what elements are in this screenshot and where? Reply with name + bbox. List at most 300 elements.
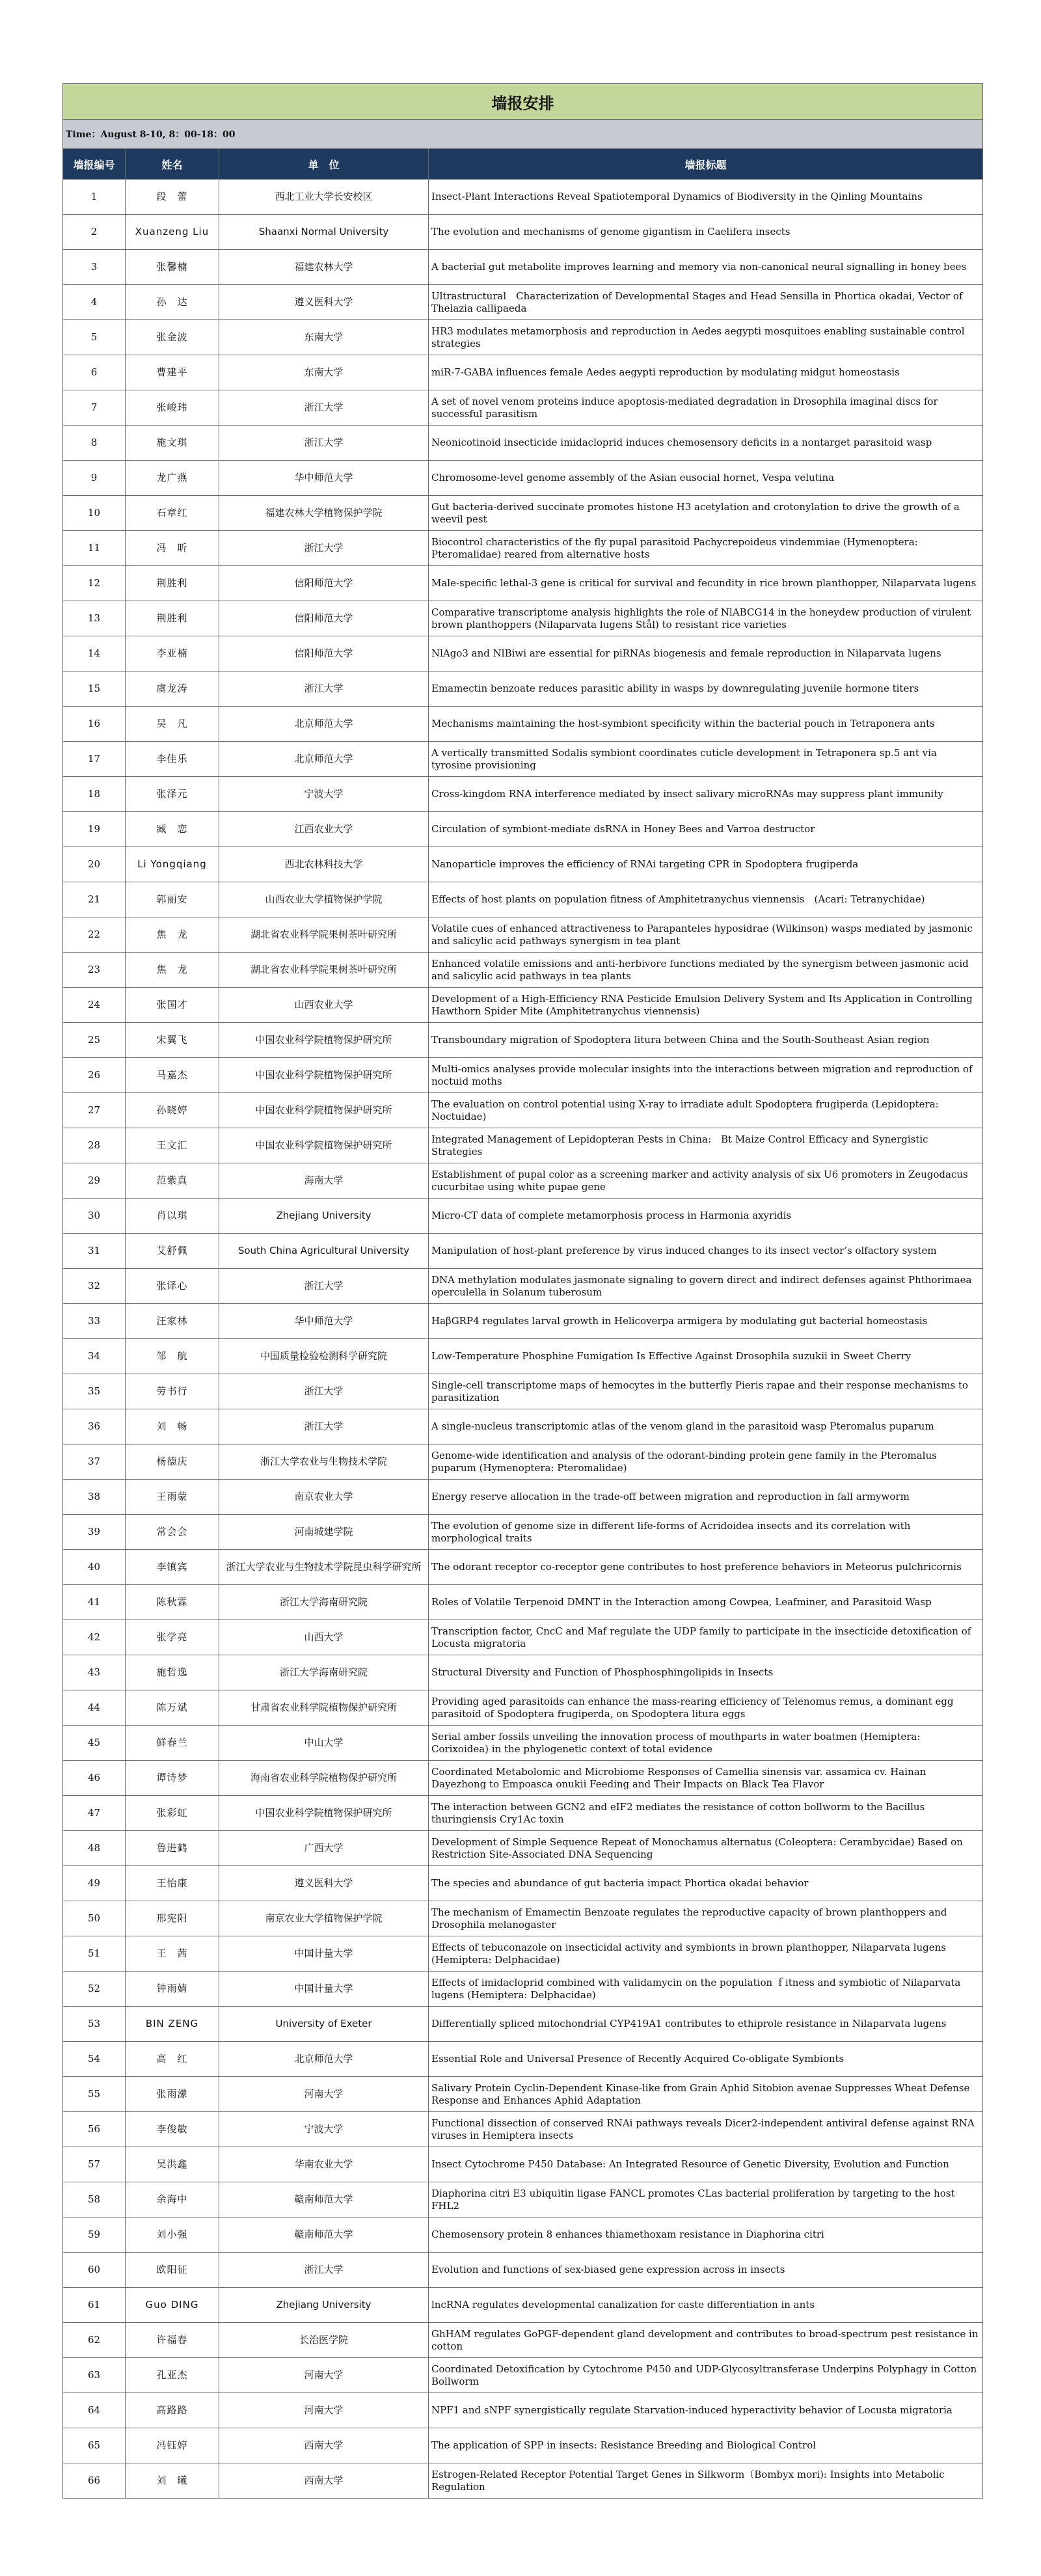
affiliation: 华南农业大学 (219, 2147, 429, 2182)
presenter-name: 施文琪 (126, 426, 219, 461)
poster-number: 41 (63, 1585, 126, 1620)
affiliation: 浙江大学 (219, 1269, 429, 1304)
poster-title: HaβGRP4 regulates larval growth in Helicoverpa armigera by modulating gut bacterial homeostasis (429, 1304, 983, 1339)
affiliation: 福建农林大学 (219, 250, 429, 285)
poster-number: 11 (63, 531, 126, 566)
presenter-name: 王怡康 (126, 1866, 219, 1901)
affiliation: 赣南师范大学 (219, 2182, 429, 2217)
poster-number: 10 (63, 496, 126, 531)
table-row (63, 1620, 983, 1655)
table-row (63, 2147, 983, 2182)
presenter-name: 鲜春兰 (126, 1726, 219, 1761)
poster-number: 47 (63, 1796, 126, 1831)
table-row (63, 2463, 983, 2499)
presenter-name: 李佳乐 (126, 742, 219, 777)
poster-title: Manipulation of host-plant preference by virus induced changes to its insect vector’s olfactory system (429, 1234, 983, 1269)
table-row (63, 250, 983, 285)
poster-number: 39 (63, 1515, 126, 1550)
poster-number: 15 (63, 671, 126, 707)
presenter-name: 刘 曦 (126, 2463, 219, 2499)
affiliation: 河南大学 (219, 2358, 429, 2393)
affiliation: 浙江大学 (219, 1409, 429, 1444)
presenter-name: 李亚楠 (126, 636, 219, 671)
poster-number: 25 (63, 1023, 126, 1058)
table-row (63, 2358, 983, 2393)
poster-title: Development of Simple Sequence Repeat of Monochamus alternatus (Coleoptera: Cerambycidae) Based on Restriction Site-Associated DNA Sequencing (429, 1831, 983, 1866)
poster-title: Single-cell transcriptome maps of hemocytes in the butterfly Pieris rapae and their response mechanisms to parasitization (429, 1374, 983, 1409)
poster-title: Evolution and functions of sex-biased gene expression across in insects (429, 2253, 983, 2288)
affiliation: 河南城建学院 (219, 1515, 429, 1550)
poster-number: 31 (63, 1234, 126, 1269)
poster-title: Comparative transcriptome analysis highlights the role of NlABCG14 in the honeydew production of virulent brown planthoppers (Nilaparvata lugens Stål) to resistant rice varieties (429, 601, 983, 636)
table-row (63, 285, 983, 320)
table-row (63, 2042, 983, 2077)
poster-number: 53 (63, 2007, 126, 2042)
table-row (63, 917, 983, 953)
presenter-name: 冯 昕 (126, 531, 219, 566)
poster-title: Integrated Management of Lepidopteran Pests in China: Bt Maize Control Efficacy and Synergistic Strategies (429, 1128, 983, 1163)
presenter-name: 钟雨婧 (126, 1972, 219, 2007)
affiliation: Zhejiang University (219, 1199, 429, 1234)
poster-number: 66 (63, 2463, 126, 2499)
affiliation: 江西农业大学 (219, 812, 429, 847)
presenter-name: 孔亚杰 (126, 2358, 219, 2393)
poster-number: 13 (63, 601, 126, 636)
poster-title: Development of a High-Efficiency RNA Pesticide Emulsion Delivery System and Its Application in Controlling Hawthorn Spider Mite (Amphitetranychus viennensis) (429, 988, 983, 1023)
poster-number: 18 (63, 777, 126, 812)
affiliation: 河南大学 (219, 2077, 429, 2112)
poster-number: 24 (63, 988, 126, 1023)
poster-number: 45 (63, 1726, 126, 1761)
presenter-name: 段 蕾 (126, 180, 219, 215)
affiliation: 西北工业大学长安校区 (219, 180, 429, 215)
affiliation: South China Agricultural University (219, 1234, 429, 1269)
presenter-name: 常会会 (126, 1515, 219, 1550)
poster-title: Diaphorina citri E3 ubiquitin ligase FANCL promotes CLas bacterial proliferation by targeting to the host FHL2 (429, 2182, 983, 2217)
poster-title: Nanoparticle improves the efficiency of RNAi targeting CPR in Spodoptera frugiperda (429, 847, 983, 882)
presenter-name: 李镇宾 (126, 1550, 219, 1585)
presenter-name: Li Yongqiang (126, 847, 219, 882)
affiliation: 浙江大学农业与生物技术学院昆虫科学研究所 (219, 1550, 429, 1585)
poster-schedule-sheet (62, 83, 982, 2499)
poster-title: A vertically transmitted Sodalis symbiont coordinates cuticle development in Tetraponera sp.5 ant via tyrosine provisioning (429, 742, 983, 777)
poster-number: 20 (63, 847, 126, 882)
affiliation: 华中师范大学 (219, 1304, 429, 1339)
poster-number: 48 (63, 1831, 126, 1866)
table-row (63, 2077, 983, 2112)
poster-number: 54 (63, 2042, 126, 2077)
presenter-name: 虞龙涛 (126, 671, 219, 707)
presenter-name: 邹 航 (126, 1339, 219, 1374)
poster-title: The odorant receptor co-receptor gene contributes to host preference behaviors in Meteorus pulchricornis (429, 1550, 983, 1585)
table-row (63, 777, 983, 812)
table-row (63, 461, 983, 496)
poster-number: 56 (63, 2112, 126, 2147)
header-name: 姓名 (126, 149, 219, 180)
affiliation: 东南大学 (219, 355, 429, 390)
poster-number: 19 (63, 812, 126, 847)
affiliation: 中国计量大学 (219, 1972, 429, 2007)
presenter-name: 汪家林 (126, 1304, 219, 1339)
presenter-name: 艾舒佩 (126, 1234, 219, 1269)
poster-title: Estrogen-Related Receptor Potential Target Genes in Silkworm（Bombyx mori): Insights into Metabolic Regulation (429, 2463, 983, 2499)
poster-number: 28 (63, 1128, 126, 1163)
poster-number: 60 (63, 2253, 126, 2288)
affiliation: 中国农业科学院植物保护研究所 (219, 1128, 429, 1163)
affiliation: 湖北省农业科学院果树茶叶研究所 (219, 953, 429, 988)
presenter-name: 孙 达 (126, 285, 219, 320)
affiliation: 信阳师范大学 (219, 601, 429, 636)
presenter-name: 龙广燕 (126, 461, 219, 496)
poster-number: 49 (63, 1866, 126, 1901)
poster-number: 57 (63, 2147, 126, 2182)
affiliation: 浙江大学 (219, 426, 429, 461)
affiliation: 信阳师范大学 (219, 636, 429, 671)
table-row (63, 671, 983, 707)
table-row (63, 1585, 983, 1620)
table-row (63, 566, 983, 601)
affiliation: 山西农业大学 (219, 988, 429, 1023)
table-row (63, 1972, 983, 2007)
poster-number: 51 (63, 1936, 126, 1972)
table-row (63, 531, 983, 566)
table-row (63, 1058, 983, 1093)
table-row (63, 1444, 983, 1480)
poster-title: Serial amber fossils unveiling the innovation process of mouthparts in water boatmen (Hemiptera: Corixoidea) in the phylogenetic context of total evidence (429, 1726, 983, 1761)
poster-number: 34 (63, 1339, 126, 1374)
presenter-name: 张彩虹 (126, 1796, 219, 1831)
table-row (63, 1831, 983, 1866)
poster-number: 36 (63, 1409, 126, 1444)
poster-title: Cross-kingdom RNA interference mediated by insect salivary microRNAs may suppress plant immunity (429, 777, 983, 812)
table-row (63, 1374, 983, 1409)
poster-number: 52 (63, 1972, 126, 2007)
poster-title: Energy reserve allocation in the trade-off between migration and reproduction in fall armyworm (429, 1480, 983, 1515)
presenter-name: 吴 凡 (126, 707, 219, 742)
presenter-name: 王文汇 (126, 1128, 219, 1163)
affiliation: 赣南师范大学 (219, 2217, 429, 2253)
poster-number: 42 (63, 1620, 126, 1655)
affiliation: University of Exeter (219, 2007, 429, 2042)
table-row (63, 215, 983, 250)
affiliation: 山西大学 (219, 1620, 429, 1655)
affiliation: 北京师范大学 (219, 742, 429, 777)
affiliation: 东南大学 (219, 320, 429, 355)
poster-number: 59 (63, 2217, 126, 2253)
presenter-name: 邢宪阳 (126, 1901, 219, 1936)
table-row (63, 882, 983, 917)
poster-title: Genome-wide identification and analysis of the odorant-binding protein gene family in the Pteromalus puparum (Hymenoptera: Pteromalidae) (429, 1444, 983, 1480)
presenter-name: 张泽元 (126, 777, 219, 812)
affiliation: 河南大学 (219, 2393, 429, 2428)
header-unit: 单 位 (219, 149, 429, 180)
table-row (63, 180, 983, 215)
presenter-name: BIN ZENG (126, 2007, 219, 2042)
table-row (63, 1761, 983, 1796)
poster-title: Micro-CT data of complete metamorphosis process in Harmonia axyridis (429, 1199, 983, 1234)
presenter-name: 宋翼飞 (126, 1023, 219, 1058)
poster-number: 61 (63, 2288, 126, 2323)
affiliation: 浙江大学海南研究院 (219, 1585, 429, 1620)
poster-number: 58 (63, 2182, 126, 2217)
presenter-name: 吴洪鑫 (126, 2147, 219, 2182)
presenter-name: 焦 龙 (126, 953, 219, 988)
poster-title: Chromosome-level genome assembly of the Asian eusocial hornet, Vespa velutina (429, 461, 983, 496)
table-row (63, 390, 983, 426)
presenter-name: 鲁进鹤 (126, 1831, 219, 1866)
poster-title: Essential Role and Universal Presence of Recently Acquired Co-obligate Symbionts (429, 2042, 983, 2077)
poster-number: 63 (63, 2358, 126, 2393)
table-row (63, 1409, 983, 1444)
table-row (63, 1866, 983, 1901)
poster-title: Insect-Plant Interactions Reveal Spatiotemporal Dynamics of Biodiversity in the Qinling Mountains (429, 180, 983, 215)
poster-title: Salivary Protein Cyclin-Dependent Kinase-like from Grain Aphid Sitobion avenae Suppresses Wheat Defense Response and Enhances Aphid Adaptation (429, 2077, 983, 2112)
presenter-name: 李俊敏 (126, 2112, 219, 2147)
poster-number: 27 (63, 1093, 126, 1128)
presenter-name: 劳书行 (126, 1374, 219, 1409)
poster-number: 37 (63, 1444, 126, 1480)
presenter-name: 曹建平 (126, 355, 219, 390)
poster-title: Coordinated Detoxification by Cytochrome P450 and UDP-Glycosyltransferase Underpins Polyphagy in Cotton Bollworm (429, 2358, 983, 2393)
table-row (63, 1796, 983, 1831)
poster-title: Enhanced volatile emissions and anti-herbivore functions mediated by the synergism between jasmonic acid and salicylic acid pathways in tea plants (429, 953, 983, 988)
presenter-name: 张雨濛 (126, 2077, 219, 2112)
poster-number: 30 (63, 1199, 126, 1234)
affiliation: 中国农业科学院植物保护研究所 (219, 1796, 429, 1831)
poster-title: DNA methylation modulates jasmonate signaling to govern direct and indirect defenses against Phthorimaea operculella in Solanum tuberosum (429, 1269, 983, 1304)
affiliation: 南京农业大学 (219, 1480, 429, 1515)
table-row (63, 2393, 983, 2428)
poster-title: HR3 modulates metamorphosis and reproduction in Aedes aegypti mosquitoes enabling sustainable control strategies (429, 320, 983, 355)
table-row (63, 2428, 983, 2463)
table-row (63, 496, 983, 531)
affiliation: 信阳师范大学 (219, 566, 429, 601)
poster-title: The evolution of genome size in different life-forms of Acridoidea insects and its correlation with morphological traits (429, 1515, 983, 1550)
presenter-name: 范紫真 (126, 1163, 219, 1199)
table-row (63, 1515, 983, 1550)
poster-title: Transcription factor, CncC and Maf regulate the UDP family to participate in the insecticide detoxification of Locusta migratoria (429, 1620, 983, 1655)
poster-title: Chemosensory protein 8 enhances thiamethoxam resistance in Diaphorina citri (429, 2217, 983, 2253)
poster-title: Male-specific lethal-3 gene is critical for survival and fecundity in rice brown planthopper, Nilaparvata lugens (429, 566, 983, 601)
affiliation: 中国农业科学院植物保护研究所 (219, 1023, 429, 1058)
table-row (63, 1936, 983, 1972)
poster-title: Establishment of pupal color as a screening marker and activity analysis of six U6 promoters in Zeugodacus cucurbitae using white pupae gene (429, 1163, 983, 1199)
presenter-name: 荆胜利 (126, 601, 219, 636)
poster-title: The evaluation on control potential using X-ray to irradiate adult Spodoptera frugiperda (Lepidoptera: Noctuidae) (429, 1093, 983, 1128)
poster-title: Transboundary migration of Spodoptera litura between China and the South-Southeast Asian region (429, 1023, 983, 1058)
affiliation: 浙江大学海南研究院 (219, 1655, 429, 1690)
table-row (63, 2217, 983, 2253)
presenter-name: 石章红 (126, 496, 219, 531)
affiliation: 华中师范大学 (219, 461, 429, 496)
presenter-name: 马嘉杰 (126, 1058, 219, 1093)
presenter-name: 施哲逸 (126, 1655, 219, 1690)
table-row (63, 1093, 983, 1128)
poster-title: Volatile cues of enhanced attractiveness to Parapanteles hyposidrae (Wilkinson) wasps mediated by jasmonic and salicylic acid pathways synergism in tea plant (429, 917, 983, 953)
presenter-name: 许福春 (126, 2323, 219, 2358)
table-row (63, 847, 983, 882)
presenter-name: Guo DING (126, 2288, 219, 2323)
table-row (63, 636, 983, 671)
affiliation: 浙江大学 (219, 671, 429, 707)
affiliation: 中山大学 (219, 1726, 429, 1761)
poster-title: Structural Diversity and Function of Phosphosphingolipids in Insects (429, 1655, 983, 1690)
affiliation: 福建农林大学植物保护学院 (219, 496, 429, 531)
table-row (63, 2288, 983, 2323)
table-row (63, 1128, 983, 1163)
poster-title: Coordinated Metabolomic and Microbiome Responses of Camellia sinensis var. assamica cv. Hainan Dayezhong to Empoasca onukii Feeding and Their Impacts on Black Tea Flavor (429, 1761, 983, 1796)
poster-title: Differentially spliced mitochondrial CYP419A1 contributes to ethiprole resistance in Nilaparvata lugens (429, 2007, 983, 2042)
table-row (63, 320, 983, 355)
affiliation: 西北农林科技大学 (219, 847, 429, 882)
presenter-name: 张译心 (126, 1269, 219, 1304)
table-row (63, 1304, 983, 1339)
poster-title: Multi-omics analyses provide molecular insights into the interactions between migration and reproduction of noctuid moths (429, 1058, 983, 1093)
poster-title: miR-7-GABA influences female Aedes aegypti reproduction by modulating midgut homeostasis (429, 355, 983, 390)
table-row (63, 1901, 983, 1936)
table-row (63, 1690, 983, 1726)
table-row (63, 2007, 983, 2042)
poster-number: 6 (63, 355, 126, 390)
affiliation: 中国农业科学院植物保护研究所 (219, 1058, 429, 1093)
affiliation: 浙江大学 (219, 1374, 429, 1409)
poster-number: 64 (63, 2393, 126, 2428)
table-row (63, 953, 983, 988)
table-row (63, 1550, 983, 1585)
poster-title: Effects of tebuconazole on insecticidal activity and symbionts in brown planthopper, Nilaparvata lugens (Hemiptera: Delphacidae) (429, 1936, 983, 1972)
affiliation: 甘肃省农业科学院植物保护研究所 (219, 1690, 429, 1726)
affiliation: 湖北省农业科学院果树茶叶研究所 (219, 917, 429, 953)
poster-number: 65 (63, 2428, 126, 2463)
affiliation: 浙江大学 (219, 390, 429, 426)
presenter-name: 张峻玮 (126, 390, 219, 426)
table-row (63, 2182, 983, 2217)
presenter-name: 王雨蒙 (126, 1480, 219, 1515)
poster-title: Low-Temperature Phosphine Fumigation Is Effective Against Drosophila suzukii in Sweet Cherry (429, 1339, 983, 1374)
affiliation: 宁波大学 (219, 777, 429, 812)
presenter-name: 谭诗梦 (126, 1761, 219, 1796)
poster-title: Providing aged parasitoids can enhance the mass-rearing efficiency of Telenomus remus, a dominant egg parasitoid of Spodoptera frugiperda, on Spodoptera litura eggs (429, 1690, 983, 1726)
affiliation: 广西大学 (219, 1831, 429, 1866)
table-row (63, 812, 983, 847)
presenter-name: 余海中 (126, 2182, 219, 2217)
affiliation: 南京农业大学植物保护学院 (219, 1901, 429, 1936)
table-row (63, 1480, 983, 1515)
affiliation: 遵义医科大学 (219, 285, 429, 320)
affiliation: 北京师范大学 (219, 707, 429, 742)
poster-title: Ultrastructural Characterization of Developmental Stages and Head Sensilla in Phortica okadai, Vector of Thelazia callipaeda (429, 285, 983, 320)
poster-number: 33 (63, 1304, 126, 1339)
time-row (63, 120, 983, 149)
poster-number: 46 (63, 1761, 126, 1796)
poster-number: 22 (63, 917, 126, 953)
poster-title: Emamectin benzoate reduces parasitic ability in wasps by downregulating juvenile hormone titers (429, 671, 983, 707)
affiliation: Zhejiang University (219, 2288, 429, 2323)
poster-rows (63, 180, 983, 2499)
affiliation: 中国农业科学院植物保护研究所 (219, 1093, 429, 1128)
poster-title: Circulation of symbiont-mediate dsRNA in Honey Bees and Varroa destructor (429, 812, 983, 847)
poster-title: The interaction between GCN2 and eIF2 mediates the resistance of cotton bollworm to the Bacillus thuringiensis Cry1Ac toxin (429, 1796, 983, 1831)
affiliation: 海南省农业科学院植物保护研究所 (219, 1761, 429, 1796)
poster-number: 43 (63, 1655, 126, 1690)
affiliation: 中国计量大学 (219, 1936, 429, 1972)
table-row (63, 707, 983, 742)
presenter-name: 高路路 (126, 2393, 219, 2428)
poster-title: Effects of imidacloprid combined with validamycin on the population ｆitness and symbiotic of Nilaparvata lugens (Hemiptera: Delphacidae) (429, 1972, 983, 2007)
presenter-name: 冯钰婷 (126, 2428, 219, 2463)
presenter-name: 陈秋霖 (126, 1585, 219, 1620)
header-poster-number: 墙报编号 (63, 149, 126, 180)
affiliation: Shaanxi Normal University (219, 215, 429, 250)
poster-title: Roles of Volatile Terpenoid DMNT in the Interaction among Cowpea, Leafminer, and Parasitoid Wasp (429, 1585, 983, 1620)
poster-table (62, 83, 983, 2499)
poster-number: 50 (63, 1901, 126, 1936)
table-row (63, 1269, 983, 1304)
presenter-name: 张馨楠 (126, 250, 219, 285)
affiliation: 西南大学 (219, 2463, 429, 2499)
affiliation: 浙江大学农业与生物技术学院 (219, 1444, 429, 1480)
table-row (63, 988, 983, 1023)
presenter-name: 荆胜利 (126, 566, 219, 601)
poster-title: The application of SPP in insects: Resistance Breeding and Biological Control (429, 2428, 983, 2463)
presenter-name: 肖以琪 (126, 1199, 219, 1234)
table-row (63, 426, 983, 461)
presenter-name: Xuanzeng Liu (126, 215, 219, 250)
presenter-name: 杨德庆 (126, 1444, 219, 1480)
poster-number: 44 (63, 1690, 126, 1726)
poster-number: 12 (63, 566, 126, 601)
poster-title: Insect Cytochrome P450 Database: An Integrated Resource of Genetic Diversity, Evolution and Function (429, 2147, 983, 2182)
table-row (63, 355, 983, 390)
poster-number: 35 (63, 1374, 126, 1409)
poster-number: 21 (63, 882, 126, 917)
poster-number: 5 (63, 320, 126, 355)
poster-number: 9 (63, 461, 126, 496)
table-row (63, 1726, 983, 1761)
poster-title: NPF1 and sNPF synergistically regulate Starvation-induced hyperactivity behavior of Locusta migratoria (429, 2393, 983, 2428)
table-row (63, 2323, 983, 2358)
table-row (63, 1023, 983, 1058)
poster-title: Biocontrol characteristics of the fly pupal parasitoid Pachycrepoideus vindemmiae (Hymenoptera: Pteromalidae) reared from alternative hosts (429, 531, 983, 566)
presenter-name: 高 红 (126, 2042, 219, 2077)
table-row (63, 2253, 983, 2288)
presenter-name: 张学亮 (126, 1620, 219, 1655)
affiliation: 北京师范大学 (219, 2042, 429, 2077)
affiliation: 海南大学 (219, 1163, 429, 1199)
schedule-time: Time：August 8-10, 8：00-18：00 (63, 120, 983, 149)
poster-title: A set of novel venom proteins induce apoptosis-mediated degradation in Drosophila imaginal discs for successful parasitism (429, 390, 983, 426)
poster-title: Functional dissection of conserved RNAi pathways reveals Dicer2-independent antiviral defense against RNA viruses in Hemiptera insects (429, 2112, 983, 2147)
header-row (63, 149, 983, 180)
title-row (63, 84, 983, 120)
affiliation: 西南大学 (219, 2428, 429, 2463)
poster-title: The species and abundance of gut bacteria impact Phortica okadai behavior (429, 1866, 983, 1901)
table-row (63, 1234, 983, 1269)
presenter-name: 张金波 (126, 320, 219, 355)
poster-number: 38 (63, 1480, 126, 1515)
table-row (63, 1339, 983, 1374)
poster-title: Mechanisms maintaining the host-symbiont specificity within the bacterial pouch in Tetraponera ants (429, 707, 983, 742)
presenter-name: 陈万斌 (126, 1690, 219, 1726)
poster-title: Gut bacteria-derived succinate promotes histone H3 acetylation and crotonylation to drive the growth of a weevil pest (429, 496, 983, 531)
poster-number: 26 (63, 1058, 126, 1093)
poster-title: A bacterial gut metabolite improves learning and memory via non-canonical neural signalling in honey bees (429, 250, 983, 285)
table-row (63, 1655, 983, 1690)
presenter-name: 刘 畅 (126, 1409, 219, 1444)
table-row (63, 742, 983, 777)
poster-number: 55 (63, 2077, 126, 2112)
poster-number: 4 (63, 285, 126, 320)
